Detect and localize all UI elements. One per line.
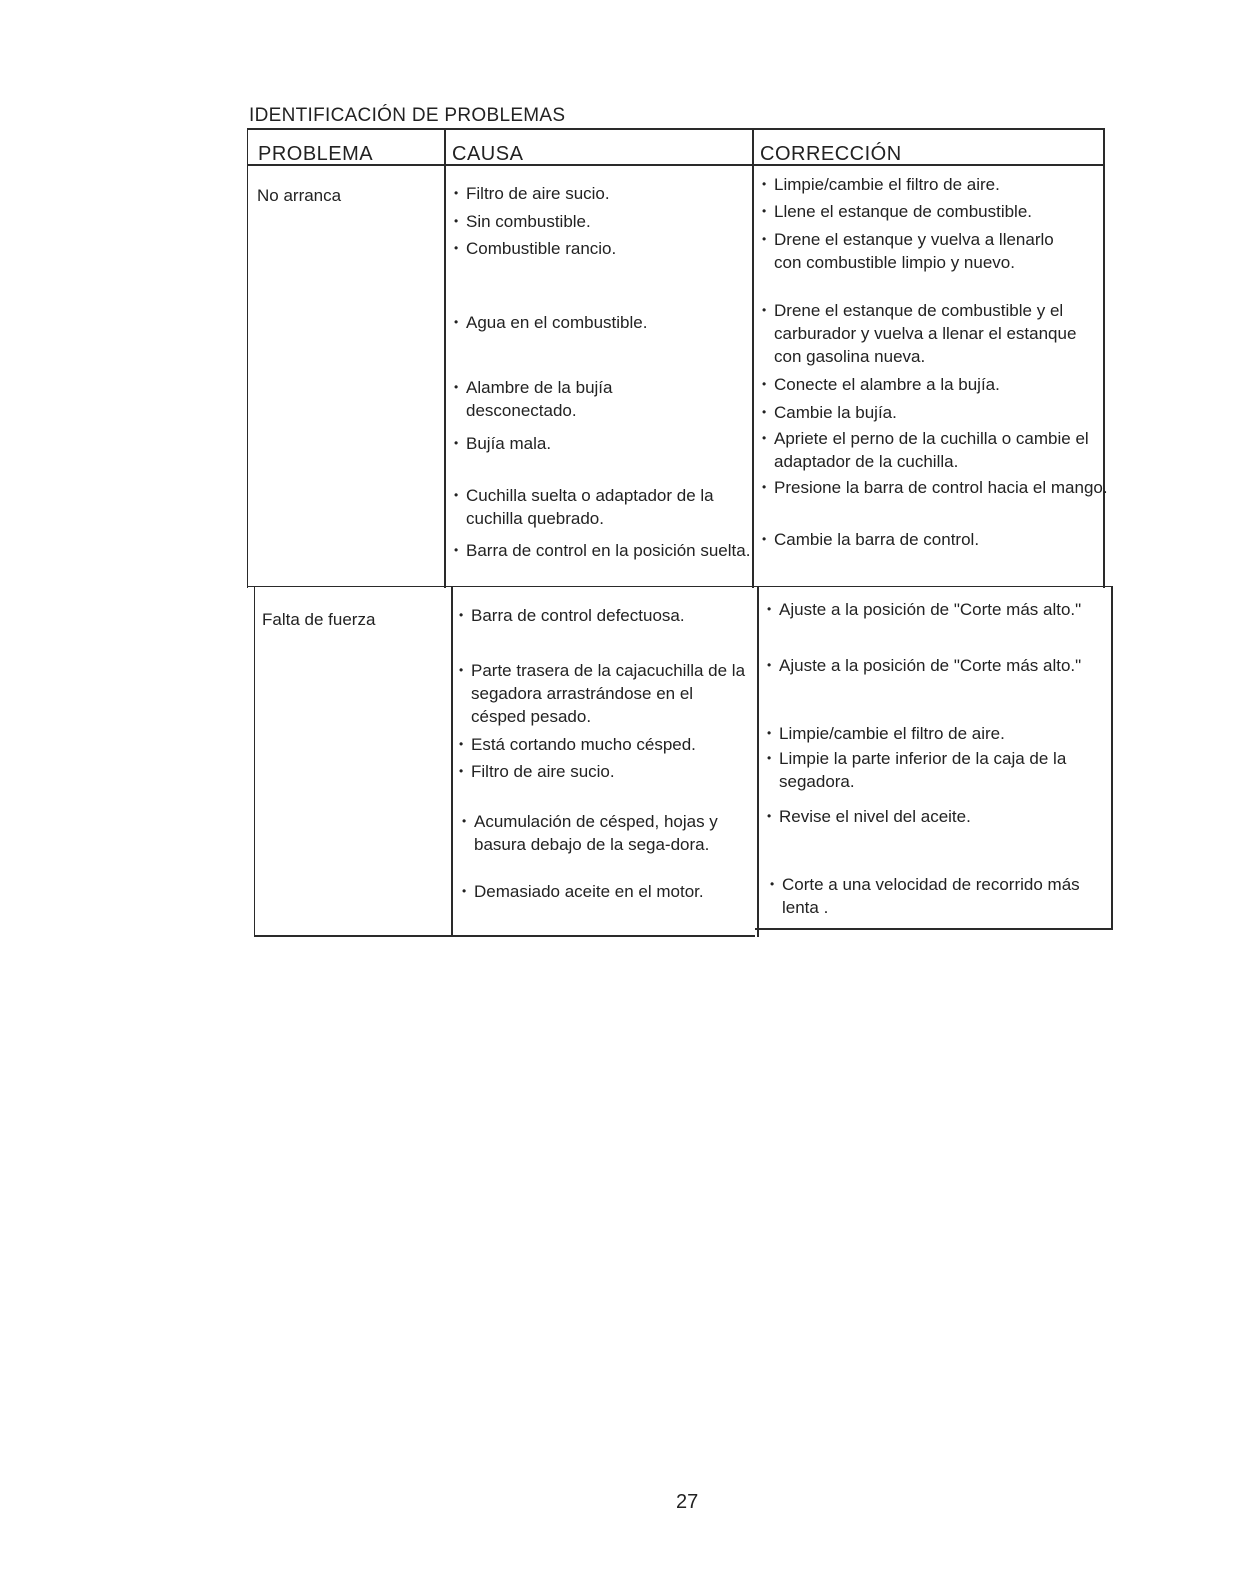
cause-item: • Filtro de aire sucio. <box>459 762 615 781</box>
correction-item: • Conecte el alambre a la bujía. <box>762 375 1000 394</box>
bullet-icon: • <box>454 315 459 329</box>
page-number: 27 <box>676 1491 699 1513</box>
bullet-icon: • <box>762 480 767 494</box>
correction-item: • Corte a una velocidad de recorrido más lenta . <box>770 875 1080 917</box>
bullet-icon: • <box>762 303 767 317</box>
correction-item: • Presione la barra de control hacia el mango. <box>762 478 1108 497</box>
bullet-icon: • <box>762 232 767 246</box>
bullet-icon: • <box>459 764 464 778</box>
cause-item: • Alambre de la bujía desconectado. <box>454 378 613 420</box>
correction-item: • Revise el nivel del aceite. <box>767 807 971 826</box>
bullet-icon: • <box>459 608 464 622</box>
table-bottom-border <box>255 935 755 937</box>
bullet-icon: • <box>767 809 772 823</box>
correction-item: • Cambie la bujía. <box>762 403 897 422</box>
bullet-icon: • <box>454 436 459 450</box>
correction-item: • Ajuste a la posición de "Corte más alto." <box>767 600 1082 619</box>
cause-item: • Está cortando mucho césped. <box>459 735 696 754</box>
cause-item: • Combustible rancio. <box>454 239 617 258</box>
cause-item: • Filtro de aire sucio. <box>454 184 610 203</box>
bullet-icon: • <box>762 405 767 419</box>
bullet-icon: • <box>762 204 767 218</box>
correction-item: • Llene el estanque de combustible. <box>762 202 1033 221</box>
header-bottom-border <box>247 164 1104 166</box>
table-left-border <box>247 128 248 588</box>
correction-item: • Apriete el perno de la cuchilla o cambie el adaptador de la cuchilla. <box>762 429 1089 471</box>
bullet-icon: • <box>454 543 459 557</box>
header-problema: PROBLEMA <box>258 143 374 165</box>
bullet-icon: • <box>454 186 459 200</box>
header-correccion: CORRECCIÓN <box>760 143 902 165</box>
bullet-icon: • <box>767 726 772 740</box>
cause-item: • Parte trasera de la cajacuchilla de la segadora arrastrándose en el césped pesado. <box>459 661 746 726</box>
correction-item: • Limpie/cambie el filtro de aire. <box>762 175 1000 194</box>
problem-label: No arranca <box>257 186 342 205</box>
cause-item: • Demasiado aceite en el motor. <box>462 882 704 901</box>
cause-item: • Agua en el combustible. <box>454 313 648 332</box>
cause-item: • Sin combustible. <box>454 212 591 231</box>
correction-item: • Ajuste a la posición de "Corte más alto." <box>767 656 1082 675</box>
bullet-icon: • <box>454 488 459 502</box>
header-causa: CAUSA <box>452 143 524 165</box>
cause-item: • Barra de control defectuosa. <box>459 606 685 625</box>
bullet-icon: • <box>770 877 775 891</box>
cause-item: • Acumulación de césped, hojas y basura debajo de la sega-dora. <box>462 812 718 854</box>
cause-item: • Barra de control en la posición suelta. <box>454 541 751 560</box>
bullet-icon: • <box>459 663 464 677</box>
bullet-icon: • <box>462 814 467 828</box>
bullet-icon: • <box>767 751 772 765</box>
cause-item: • Bujía mala. <box>454 434 552 453</box>
correction-item: • Cambie la barra de control. <box>762 530 980 549</box>
bullet-icon: • <box>762 532 767 546</box>
table-bottom-border-right <box>755 928 1113 930</box>
row-separator <box>247 586 1111 587</box>
bullet-icon: • <box>767 602 772 616</box>
bullet-icon: • <box>762 177 767 191</box>
bullet-icon: • <box>767 658 772 672</box>
correction-item: • Drene el estanque de combustible y el carburador y vuelva a llenar el estanque con gasolina nueva. <box>762 301 1077 366</box>
page-title: IDENTIFICACIÓN DE PROBLEMAS <box>249 105 566 126</box>
column-divider-1 <box>444 128 446 588</box>
table-top-border <box>247 128 1104 130</box>
correction-item: • Limpie la parte inferior de la caja de la segadora. <box>767 749 1067 791</box>
bullet-icon: • <box>454 380 459 394</box>
bullet-icon: • <box>762 431 767 445</box>
column-divider-1-lower <box>451 586 453 937</box>
cause-item: • Cuchilla suelta o adaptador de la cuchilla quebrado. <box>454 486 714 528</box>
bullet-icon: • <box>462 884 467 898</box>
table-left-border-lower <box>254 586 255 937</box>
bullet-icon: • <box>762 377 767 391</box>
problem-label: Falta de fuerza <box>262 610 376 629</box>
bullet-icon: • <box>454 214 459 228</box>
bullet-icon: • <box>454 241 459 255</box>
correction-item: • Drene el estanque y vuelva a llenarlo con combustible limpio y nuevo. <box>762 230 1054 272</box>
correction-item: • Limpie/cambie el filtro de aire. <box>767 724 1005 743</box>
bullet-icon: • <box>459 737 464 751</box>
